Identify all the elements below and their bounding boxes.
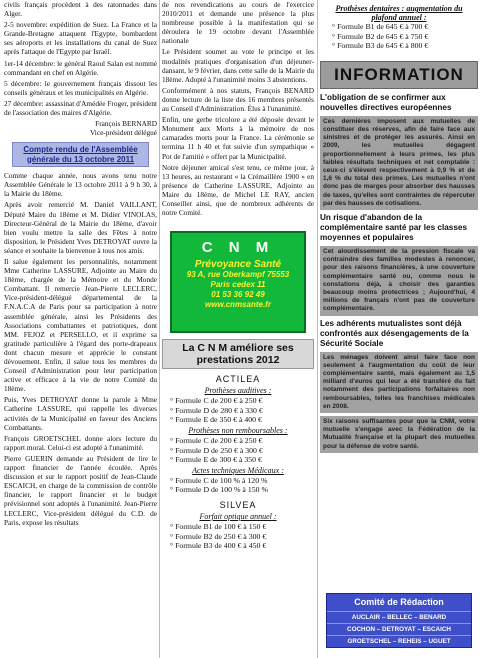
- chronology-paragraph: 1er-14 décembre: le général Raoul Salan est nommé commandant en chef en Algérie.: [4, 58, 157, 77]
- formula-line: ° Formule B2 de 645 € à 750 €: [332, 31, 429, 41]
- info-heading: L'obligation de se confirmer aux nouvelles directives européennes: [320, 92, 452, 112]
- editorial-committee: [326, 593, 472, 648]
- chronology-paragraph: civils français procèdent à des ratonnades dans Alger.: [4, 0, 157, 19]
- formula-line: ° Formule B2 de 250 € à 300 €: [170, 531, 267, 541]
- formula-line: ° Formule E de 350 € à 400 €: [170, 415, 262, 425]
- report-paragraph: de nos revendications au cours de l'exercice 2010/2011 et demande une présence la plus nombreuse possible à la manifestation qui se déroulera le 19 octobre devant l'Assemblée nationale: [162, 0, 314, 46]
- group-subtitle: Prothèses auditives :: [204, 386, 272, 396]
- cnm-address: 93 A, rue Oberkampf 75553: [186, 270, 290, 280]
- column-rule: [159, 0, 160, 658]
- report-paragraph: Après avoir remercié M. Daniel VAILLANT, Député Maire du 18ème et M. Didier VINOLAS, Directeur-Général de la Mairie du 18ème, d'avoir bien voulu mettre la salle des Fêtes à notre disposition, le Président Yves DETROYAT ouvre la séance et souhaite la bienvenue à tous nos amis.: [4, 200, 157, 255]
- committee-line: AUCLAIR – BELLEC – BENARD: [327, 611, 471, 623]
- information-title: INFORMATION: [320, 61, 478, 89]
- info-heading: Un risque d'abandon de la complémentaire santé par les classes moyennes et populaires: [320, 213, 467, 243]
- report-paragraph: Comme chaque année, nous avons tenu notre Assemblée Générale le 13 octobre 2011 à 9 h 30, à la Mairie du 18ème.: [4, 171, 157, 199]
- cnm-city: Paris cedex 11: [210, 280, 266, 290]
- cnm-product-name: Prévoyance Santé: [194, 259, 282, 271]
- formula-line: ° Formule B3 de 400 € à 450 €: [170, 541, 267, 551]
- formula-line: ° Formule C de 200 € à 250 €: [170, 435, 263, 445]
- section-title-actilea: ACTILEA: [215, 374, 261, 385]
- dental-title: Prothèses dentaires : augmentation du plafond annuel :: [335, 4, 463, 22]
- column-rule: [317, 0, 318, 658]
- section-title-silvea: SILVEA: [219, 499, 257, 510]
- column-right: [320, 0, 478, 658]
- chronology-paragraph: 5 décembre: le gouvernement français dissout les conseils généraux et les municipalités en Algérie.: [4, 78, 157, 97]
- group-subtitle: Forfait optique annuel :: [199, 511, 277, 521]
- committee-line: COCHON – DETROYAT – ESCAICH: [327, 623, 471, 635]
- formula-line: ° Formule D de 250 € à 300 €: [170, 445, 263, 455]
- report-paragraph: Conformément à nos statuts, François BENARD donne lecture de la liste des 16 membres présentés au Conseil d'Administration. Élus à l'unanimité.: [162, 85, 314, 114]
- formula-line: ° Formule C de 200 € à 250 €: [170, 396, 263, 406]
- prestations-title: La C N M améliore ses prestations 2012: [162, 339, 314, 369]
- cnm-advertisement: [170, 231, 306, 333]
- group-subtitle: Actes techniques Médicaux :: [192, 465, 284, 475]
- formula-line: ° Formule B1 de 100 € à 150 €: [170, 521, 267, 531]
- info-text: Les ménages doivent ainsi faire face non seulement à l'augmentation du coût de leur complémentaire santé, mais également au 1,5 milliard d'euros qui leur a été transféré du fait notamment des participations forfaitaires non remboursables, telles les franchises médicales en 2008.: [320, 352, 478, 413]
- signature-name: François BERNARD: [95, 119, 157, 129]
- info-text: Cet alourdissement de la pression fiscale va contraindre des familles modestes à renoncer, pour des raisons financières, à une couverture complémentaire santé ou, comme nous le constations déjà, à choisir des garanties beaucoup moins protectrices ; Aujourd'hui, 4 millions de français n'ont pas de couverture complémentaire.: [320, 246, 478, 316]
- info-text: Ces dernières imposent aux mutuelles de constituer des réserves, afin de faire face aux sinistres et de protéger les assurés. Ainsi en 2009, les mutuelles dégagent proportionnellement à leurs primes, les plus faibles résultats techniques et net comptable : ceux-ci s'élèvent respectivement à 0,9 % et de 1,6 % du total des primes. Les mutuelles n'ont donc pas de marges pour absorber des hausses de taxes, qu'elles sont contraintes de répercuter par des hausses de cotisations.: [320, 116, 478, 210]
- committee-line: GROETSCHEL – REHEIS – UGUET: [327, 635, 471, 647]
- committee-title: Comité de Rédaction: [354, 597, 444, 607]
- report-paragraph: François GROETSCHEL donne alors lecture du rapport moral. Celui-ci est adopté à l'unanimité.: [4, 433, 157, 452]
- formula-line: ° Formule C de 100 % à 120 %: [170, 475, 268, 485]
- report-paragraph: Puis, Yves DETROYAT donne la parole à Mme Catherine LASSURE, qui rappelle les diverses activités de la Municipalité en faveur des Anciens Combattants.: [4, 395, 157, 432]
- chronology-paragraph: 2-5 novembre: expédition de Suez. La France et la Grande-Bretagne attaquent l'Egypte, bombardent ses aéroports et les installations du canal de Suez après l'attaque de l'Egypte par Israël.: [4, 20, 157, 57]
- cnm-logo: C N M: [201, 239, 275, 257]
- cnm-website: www.cnmsante.fr: [205, 300, 271, 310]
- info-heading: Les adhérents mutualistes sont déjà confrontés aux désengagements de la Sécurité Sociale: [320, 318, 469, 348]
- report-paragraph: Le Président soumet au vote le principe et les modalités pratiques d'organisation d'un déjeuner-dansant, le 9 février, dans cette salle de la Mairie du 18ème. Adopté à l'unanimité moins 3 abstentions.: [162, 47, 314, 84]
- column-left: [4, 0, 157, 658]
- formula-line: ° Formule E de 300 € à 350 €: [170, 455, 262, 465]
- formula-line: ° Formule D de 280 € à 330 €: [170, 405, 263, 415]
- info-text: Six raisons suffisantes pour que la CNM, votre mutuelle s'engage avec la Fédération de la Mutualité française et la plupart des mutuelles pour la défense de votre santé.: [320, 416, 478, 453]
- report-paragraph: Pierre GUERIN demande au Président de lire le rapport financier de l'année écoulée. Après discussion et sur le rapport positif de Jean-Claude ESCAICH, en charge de la commission de contrôle financier, le rapport financier et le budget prévisionnel sont adoptés à l'unanimité. Jean-Pierre LECLERC, Vice-président délégué du C.D. de Paris, expose les résultats: [4, 453, 157, 527]
- column-middle: [162, 0, 314, 658]
- cnm-phone: 01 53 36 92 49: [211, 290, 265, 300]
- report-title: Compte rendu de l'Assemblée générale du 13 octobre 2011: [12, 142, 149, 167]
- dental-box: [320, 2, 478, 55]
- formula-line: ° Formule B1 de 645 € à 700 €: [332, 22, 429, 31]
- formula-line: ° Formule D de 100 % à 150 %: [170, 485, 268, 495]
- group-subtitle: Prothèses non remboursables :: [188, 425, 288, 435]
- signature-role: Vice-président délégué: [89, 128, 157, 138]
- report-paragraph: Notre déjeuner amical s'est tenu, ce même jour, à 13 heures, au restaurant « la Crémaillère 1900 » en présence de Catherine LASSURE, Adjointe au Maire du 18ème, de Michel LE RAY, ancien Conseiller ainsi, que de nombreux adhérents de notre Comité.: [162, 162, 314, 218]
- chronology-paragraph: 27 décembre: assassinat d'Amédée Froger, président de l'association des maires d'Algérie.: [4, 98, 157, 118]
- report-paragraph: Il salue également les personnalités, notamment Mme Catherine LASSURE, Adjointe au Maire du 18ème, chargée de la Mémoire et du Monde Combattant. Il remercie Jean-Pierre LECLERC, Vice-président-délégué départemental de la F.N.A.C.A de Paris pour sa participation à notre assemblée générale, ainsi les Présidents des Associations combattantes et patriotiques, dont MM. FEJOZ et PERSELLO, et il exprime sa gratitude particulière à l'égard des porte-drapeaux dont chacun mesure et apprécie le constant dévouement. Enfin, il salue tous les membres du Conseil d'Administration pour leur participation active et efficace à la vie de notre Comité du 18ème.: [4, 256, 157, 394]
- report-paragraph: Enfin, une gerbe tricolore a été déposée devant le Monument aux Morts à la mémoire de nos camarades morts pour la France. La cérémonie se termina 11 h 40 et fut suivie d'un sympathique « Pot de l'amitié » offert par la Municipalité.: [162, 115, 314, 161]
- formula-line: ° Formule B3 de 645 € à 800 €: [332, 41, 429, 51]
